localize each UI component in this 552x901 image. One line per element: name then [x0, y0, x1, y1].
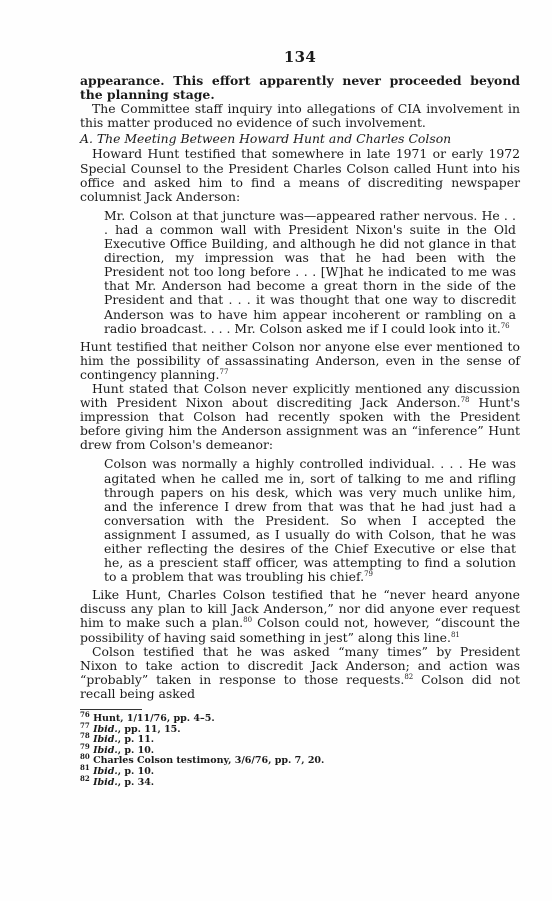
- body-text: [80, 74, 520, 701]
- footnotes: [80, 709, 520, 788]
- footnote-ref: 79: [364, 570, 373, 579]
- footnote-number: 80: [80, 752, 90, 762]
- footnote-ref: 80: [243, 616, 253, 625]
- quote-text: Colson was normally a highly controlled individual. . . . He was agitated when he called me in, sort of talking to me and rifling through papers on his desk, which was very much unlike him, and the inference I drew from that was that he had just had a conversation with the President. So when I accepted the assignment I assumed, as I usually do with Colson, that he was either reflecting the desires of the Chief Executive or else that he, as a prescient staff officer, was attempting to find a solution to a problem that was troubling his chief.: [104, 456, 516, 585]
- footnote: $^{81}$ Ibid., p. 10.: [80, 762, 155, 777]
- paragraph: [80, 340, 520, 382]
- page-number: 134: [283, 48, 317, 66]
- block-quote: [104, 209, 516, 336]
- footnote-ref: 77: [219, 367, 229, 376]
- block-quote: [104, 457, 516, 584]
- footnote: $^{79}$ Ibid., p. 10.: [80, 741, 155, 756]
- paragraph-text: Hunt's impression that Colson had recently spoken with the President before giving him the Anderson assignment was an “inference” Hunt drew from Colson's demeanor:: [80, 395, 521, 453]
- paragraph-text: Hunt testified that neither Colson nor anyone else ever mentioned to him the possibility of assassinating Anderson, even in the sense of contingency planning.: [80, 338, 520, 382]
- section-heading-text: The Meeting Between Howard Hunt and Charles Colson: [96, 131, 452, 147]
- footnote-ref: 81: [450, 630, 460, 639]
- quote-text: Mr. Colson at that juncture was—appeared rather nervous. He . . . had a common wall with President Nixon's suite in the Old Executive Office Building, and although he did not glance in that direction, my impression was that he had been with the President not too long before . . . [W]hat he indicated to me was that Mr. Anderson had become a great thorn in the side of the President and that . . . it was thought that one way to discredit Anderson was to have him appear incoherent or rambling on a radio broadcast. . . . Mr. Colson asked me if I could look into it.: [104, 207, 516, 336]
- paragraph: [80, 382, 520, 452]
- paragraph-text: Colson testified that he was asked “many times” by President Nixon to take action to discredit Jack Anderson; and action was “probably” taken in response to those requests.: [80, 643, 520, 687]
- footnote-ref: 76: [500, 321, 510, 330]
- paragraph: [80, 645, 520, 701]
- paragraph-text: Hunt stated that Colson never explicitly mentioned any discussion with President Nixon about discrediting Jack Anderson.: [80, 380, 520, 411]
- footnote-number: 77: [80, 720, 90, 730]
- paragraph: [80, 588, 520, 644]
- footnote-number: 82: [80, 773, 90, 783]
- footnote-ref: 82: [404, 672, 414, 681]
- footnote: $^{78}$ Ibid., p. 11.: [80, 731, 155, 746]
- paragraph: Howard Hunt testified that somewhere in late 1971 or early 1972 Special Counsel to the President Charles Colson called Hunt into his office and asked him to find a means of discrediting newspaper columnist Jack Anderson:: [80, 146, 520, 204]
- footnote: $^{77}$ Ibid., pp. 11, 15.: [80, 720, 181, 735]
- paragraph-text: Colson did not recall being asked: [80, 671, 520, 701]
- paragraph: The Committee staff inquiry into allegations of CIA involvement in this matter produced no evidence of such involvement.: [80, 101, 520, 131]
- paragraph-text: Colson could not, however, “discount the possibility of having said something in jest” along this line.: [80, 615, 520, 645]
- footnote-ref: 78: [460, 395, 470, 404]
- section-heading: [80, 132, 520, 146]
- footnote-number: 78: [80, 731, 90, 741]
- footnote: $^{82}$ Ibid., p. 34.: [80, 773, 155, 788]
- footnote-number: 76: [80, 709, 90, 719]
- footnote: $^{80}$ Charles Colson testimony, 3/6/76, pp. 7, 20.: [80, 752, 325, 767]
- footnote-number: 79: [80, 741, 90, 751]
- paragraph-text: Like Hunt, Charles Colson testified that he “never heard anyone discuss any plan to kill Jack Anderson,” nor did anyone ever request him to make such a plan.: [80, 587, 520, 631]
- footnote: $^{76}$ Hunt, 1/11/76, pp. 4–5.: [80, 709, 215, 725]
- section-heading-prefix: A.: [80, 131, 93, 147]
- footnote-number: 81: [80, 762, 90, 772]
- paragraph: appearance. This effort apparently never proceeded beyond the planning stage.: [80, 73, 520, 103]
